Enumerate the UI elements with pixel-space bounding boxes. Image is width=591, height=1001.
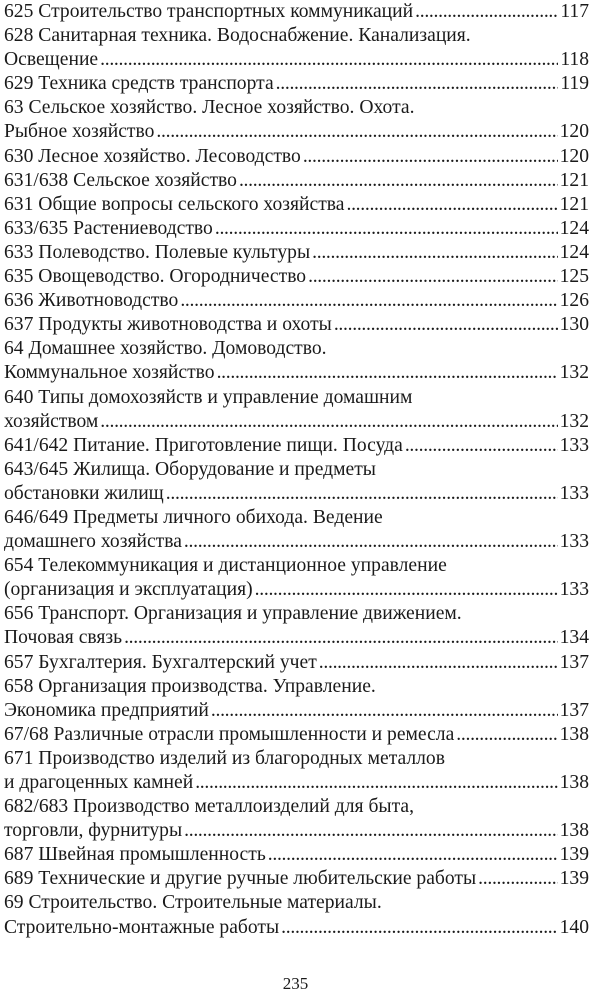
toc-page-number: 139: [559, 844, 589, 866]
dot-leader: [405, 434, 558, 458]
toc-entry: [4, 0, 589, 24]
toc-entry-title: 630 Лесное хозяйство. Лесоводство: [4, 145, 301, 167]
toc-entry-last-line: [4, 482, 589, 506]
toc-entry: [4, 241, 589, 265]
toc-entry-last-line: [4, 723, 589, 747]
toc-page-number: 130: [559, 314, 589, 336]
toc-entry: [4, 723, 589, 747]
toc-entry-last-line: [4, 289, 589, 313]
toc-entry: [4, 217, 589, 241]
toc-entry-line: 64 Домашнее хозяйство. Домоводство.: [4, 338, 327, 360]
toc-entry-title: Освещение: [4, 49, 99, 71]
dot-leader: [276, 72, 559, 96]
toc-entry-title: Экономика предприятий: [4, 699, 209, 721]
toc-entry-title: 631 Общие вопросы сельского хозяйства: [4, 193, 345, 215]
toc-entry: [4, 506, 589, 554]
toc-entry-last-line: [4, 48, 589, 72]
toc-entry-title: 689 Технические и другие ручные любительские работы: [4, 868, 477, 890]
dot-leader: [184, 819, 557, 843]
table-of-contents: [4, 0, 589, 940]
toc-entry-last-line: [4, 120, 589, 144]
toc-entry-last-line: [4, 72, 589, 96]
dot-leader: [415, 0, 558, 24]
dot-leader: [312, 241, 557, 265]
toc-entry-last-line: [4, 313, 589, 337]
toc-entry-title: (организация и эксплуатация): [4, 579, 253, 601]
dot-leader: [478, 867, 557, 891]
dot-leader: [334, 313, 558, 337]
dot-leader: [303, 145, 558, 169]
toc-page-number: 137: [559, 699, 589, 721]
toc-page-number: 140: [559, 916, 589, 938]
toc-entry-title: 687 Швейная промышленность: [4, 844, 266, 866]
dot-leader: [217, 361, 558, 385]
toc-entry: [4, 747, 589, 795]
toc-page-number: 133: [559, 482, 589, 504]
toc-page-number: 133: [559, 579, 589, 601]
toc-entry: [4, 602, 589, 650]
toc-page-number: 120: [559, 145, 589, 167]
page-number: 235: [282, 974, 309, 993]
toc-entry: [4, 458, 589, 506]
toc-entry-line: 671 Производство изделий из благородных металлов: [4, 747, 445, 769]
toc-entry: [4, 434, 589, 458]
toc-page-number: 124: [559, 217, 589, 239]
toc-entry-line: 656 Транспорт. Организация и управление движением.: [4, 603, 462, 625]
toc-entry: [4, 24, 589, 72]
toc-page-number: 134: [559, 627, 589, 649]
toc-entry-title: 635 Овощеводство. Огородничество: [4, 266, 307, 288]
toc-entry: [4, 169, 589, 193]
toc-entry-title: Почовая связь: [4, 627, 123, 649]
toc-entry-last-line: [4, 819, 589, 843]
toc-entry: [4, 867, 589, 891]
toc-entry: [4, 386, 589, 434]
toc-page-number: 126: [559, 290, 589, 312]
toc-entry: [4, 675, 589, 723]
dot-leader: [239, 169, 558, 193]
toc-entry: [4, 795, 589, 843]
toc-entry-last-line: [4, 578, 589, 602]
toc-entry-last-line: [4, 265, 589, 289]
toc-entry-title: хозяйством: [4, 410, 99, 432]
toc-entry-line: 682/683 Производство металлоизделий для быта,: [4, 796, 414, 818]
toc-page-number: 119: [560, 73, 589, 95]
toc-page-number: 138: [559, 772, 589, 793]
toc-entry-last-line: [4, 361, 589, 385]
toc-page-number: 120: [559, 121, 589, 143]
toc-entry-title: 633/635 Растениеводство: [4, 217, 213, 239]
toc-entry-line: 654 Телекоммуникация и дистанционное управление: [4, 555, 447, 577]
dot-leader: [346, 193, 557, 217]
toc-entry-title: Строительно-монтажные работы: [4, 916, 280, 938]
toc-entry-line: 628 Санитарная техника. Водоснабжение. Канализация.: [4, 25, 471, 47]
toc-page-number: 133: [559, 434, 589, 456]
toc-entry-line: 658 Организация производства. Управление.: [4, 675, 376, 697]
toc-entry: [4, 145, 589, 169]
toc-entry-last-line: [4, 241, 589, 265]
toc-entry-title: 641/642 Питание. Приготовление пищи. Посуда: [4, 434, 403, 456]
dot-leader: [456, 723, 557, 747]
toc-entry-last-line: [4, 434, 589, 458]
toc-page-number: 132: [559, 362, 589, 384]
toc-page-number: 139: [559, 868, 589, 890]
dot-leader: [166, 482, 558, 506]
toc-entry: [4, 337, 589, 385]
toc-entry-title: 629 Техника средств транспорта: [4, 73, 274, 95]
toc-entry-title: 633 Полеводство. Полевые культуры: [4, 241, 311, 263]
toc-entry-last-line: [4, 410, 589, 434]
toc-page-number: 132: [559, 410, 589, 432]
dot-leader: [268, 843, 558, 867]
toc-entry: [4, 96, 589, 144]
toc-entry-title: Коммунальное хозяйство: [4, 362, 215, 384]
toc-entry: [4, 554, 589, 602]
dot-leader: [100, 410, 557, 434]
dot-leader: [215, 217, 558, 241]
toc-entry-line: 63 Сельское хозяйство. Лесное хозяйство. Охота.: [4, 97, 415, 119]
toc-entry-last-line: [4, 771, 589, 795]
toc-page-number: 133: [559, 531, 589, 553]
toc-entry-title: домашнего хозяйства: [4, 531, 182, 553]
toc-entry-title: 636 Животноводство: [4, 290, 179, 312]
dot-leader: [255, 578, 558, 602]
toc-entry: [4, 843, 589, 867]
toc-entry-line: 643/645 Жилища. Оборудование и предметы: [4, 458, 376, 480]
dot-leader: [184, 530, 558, 554]
toc-entry-last-line: [4, 651, 589, 675]
toc-entry-title: Рыбное хозяйство: [4, 121, 155, 143]
toc-page-number: 138: [559, 723, 589, 745]
toc-entry-last-line: [4, 699, 589, 723]
toc-entry: [4, 289, 589, 313]
toc-entry-title: 637 Продукты животноводства и охоты: [4, 314, 332, 336]
dot-leader: [319, 651, 558, 675]
toc-entry-line: 69 Строительство. Строительные материалы.: [4, 892, 382, 914]
toc-entry-last-line: [4, 217, 589, 241]
dot-leader: [124, 626, 558, 650]
toc-entry-title: торговли, фурнитуры: [4, 820, 183, 842]
toc-entry-last-line: [4, 193, 589, 217]
toc-entry: [4, 193, 589, 217]
toc-page-number: 121: [559, 193, 589, 215]
toc-entry-last-line: [4, 626, 589, 650]
toc-entry-line: 640 Типы домохозяйств и управление домашним: [4, 386, 413, 408]
dot-leader: [100, 48, 558, 72]
toc-entry-title: обстановки жилищ: [4, 482, 164, 504]
toc-page-number: 117: [560, 1, 589, 22]
toc-entry-title: 657 Бухгалтерия. Бухгалтерский учет: [4, 651, 317, 673]
toc-entry-title: 625 Строительство транспортных коммуникаций: [4, 1, 414, 22]
toc-entry-line: 646/649 Предметы личного обихода. Ведение: [4, 506, 383, 528]
toc-page-number: 138: [559, 820, 589, 842]
toc-entry-last-line: [4, 169, 589, 193]
toc-entry-last-line: [4, 867, 589, 891]
toc-entry-title: и драгоценных камней: [4, 772, 194, 793]
dot-leader: [281, 916, 557, 940]
dot-leader: [308, 265, 558, 289]
toc-page-number: 124: [559, 241, 589, 263]
toc-entry: [4, 72, 589, 96]
toc-entry-title: 631/638 Сельское хозяйство: [4, 169, 237, 191]
toc-entry-last-line: [4, 916, 589, 940]
toc-entry: [4, 265, 589, 289]
toc-entry: [4, 313, 589, 337]
toc-entry: [4, 651, 589, 675]
toc-entry-last-line: [4, 843, 589, 867]
dot-leader: [211, 699, 558, 723]
toc-page-number: 118: [560, 49, 589, 71]
toc-page-number: 137: [559, 651, 589, 673]
toc-page-number: 121: [559, 169, 589, 191]
toc-entry-title: 67/68 Различные отрасли промышленности и ремесла: [4, 723, 455, 745]
toc-entry-last-line: [4, 145, 589, 169]
dot-leader: [180, 289, 557, 313]
toc-entry-last-line: [4, 0, 589, 24]
dot-leader: [156, 120, 557, 144]
toc-entry: [4, 891, 589, 939]
toc-page-number: 125: [559, 266, 589, 288]
toc-entry-last-line: [4, 530, 589, 554]
dot-leader: [195, 771, 557, 795]
